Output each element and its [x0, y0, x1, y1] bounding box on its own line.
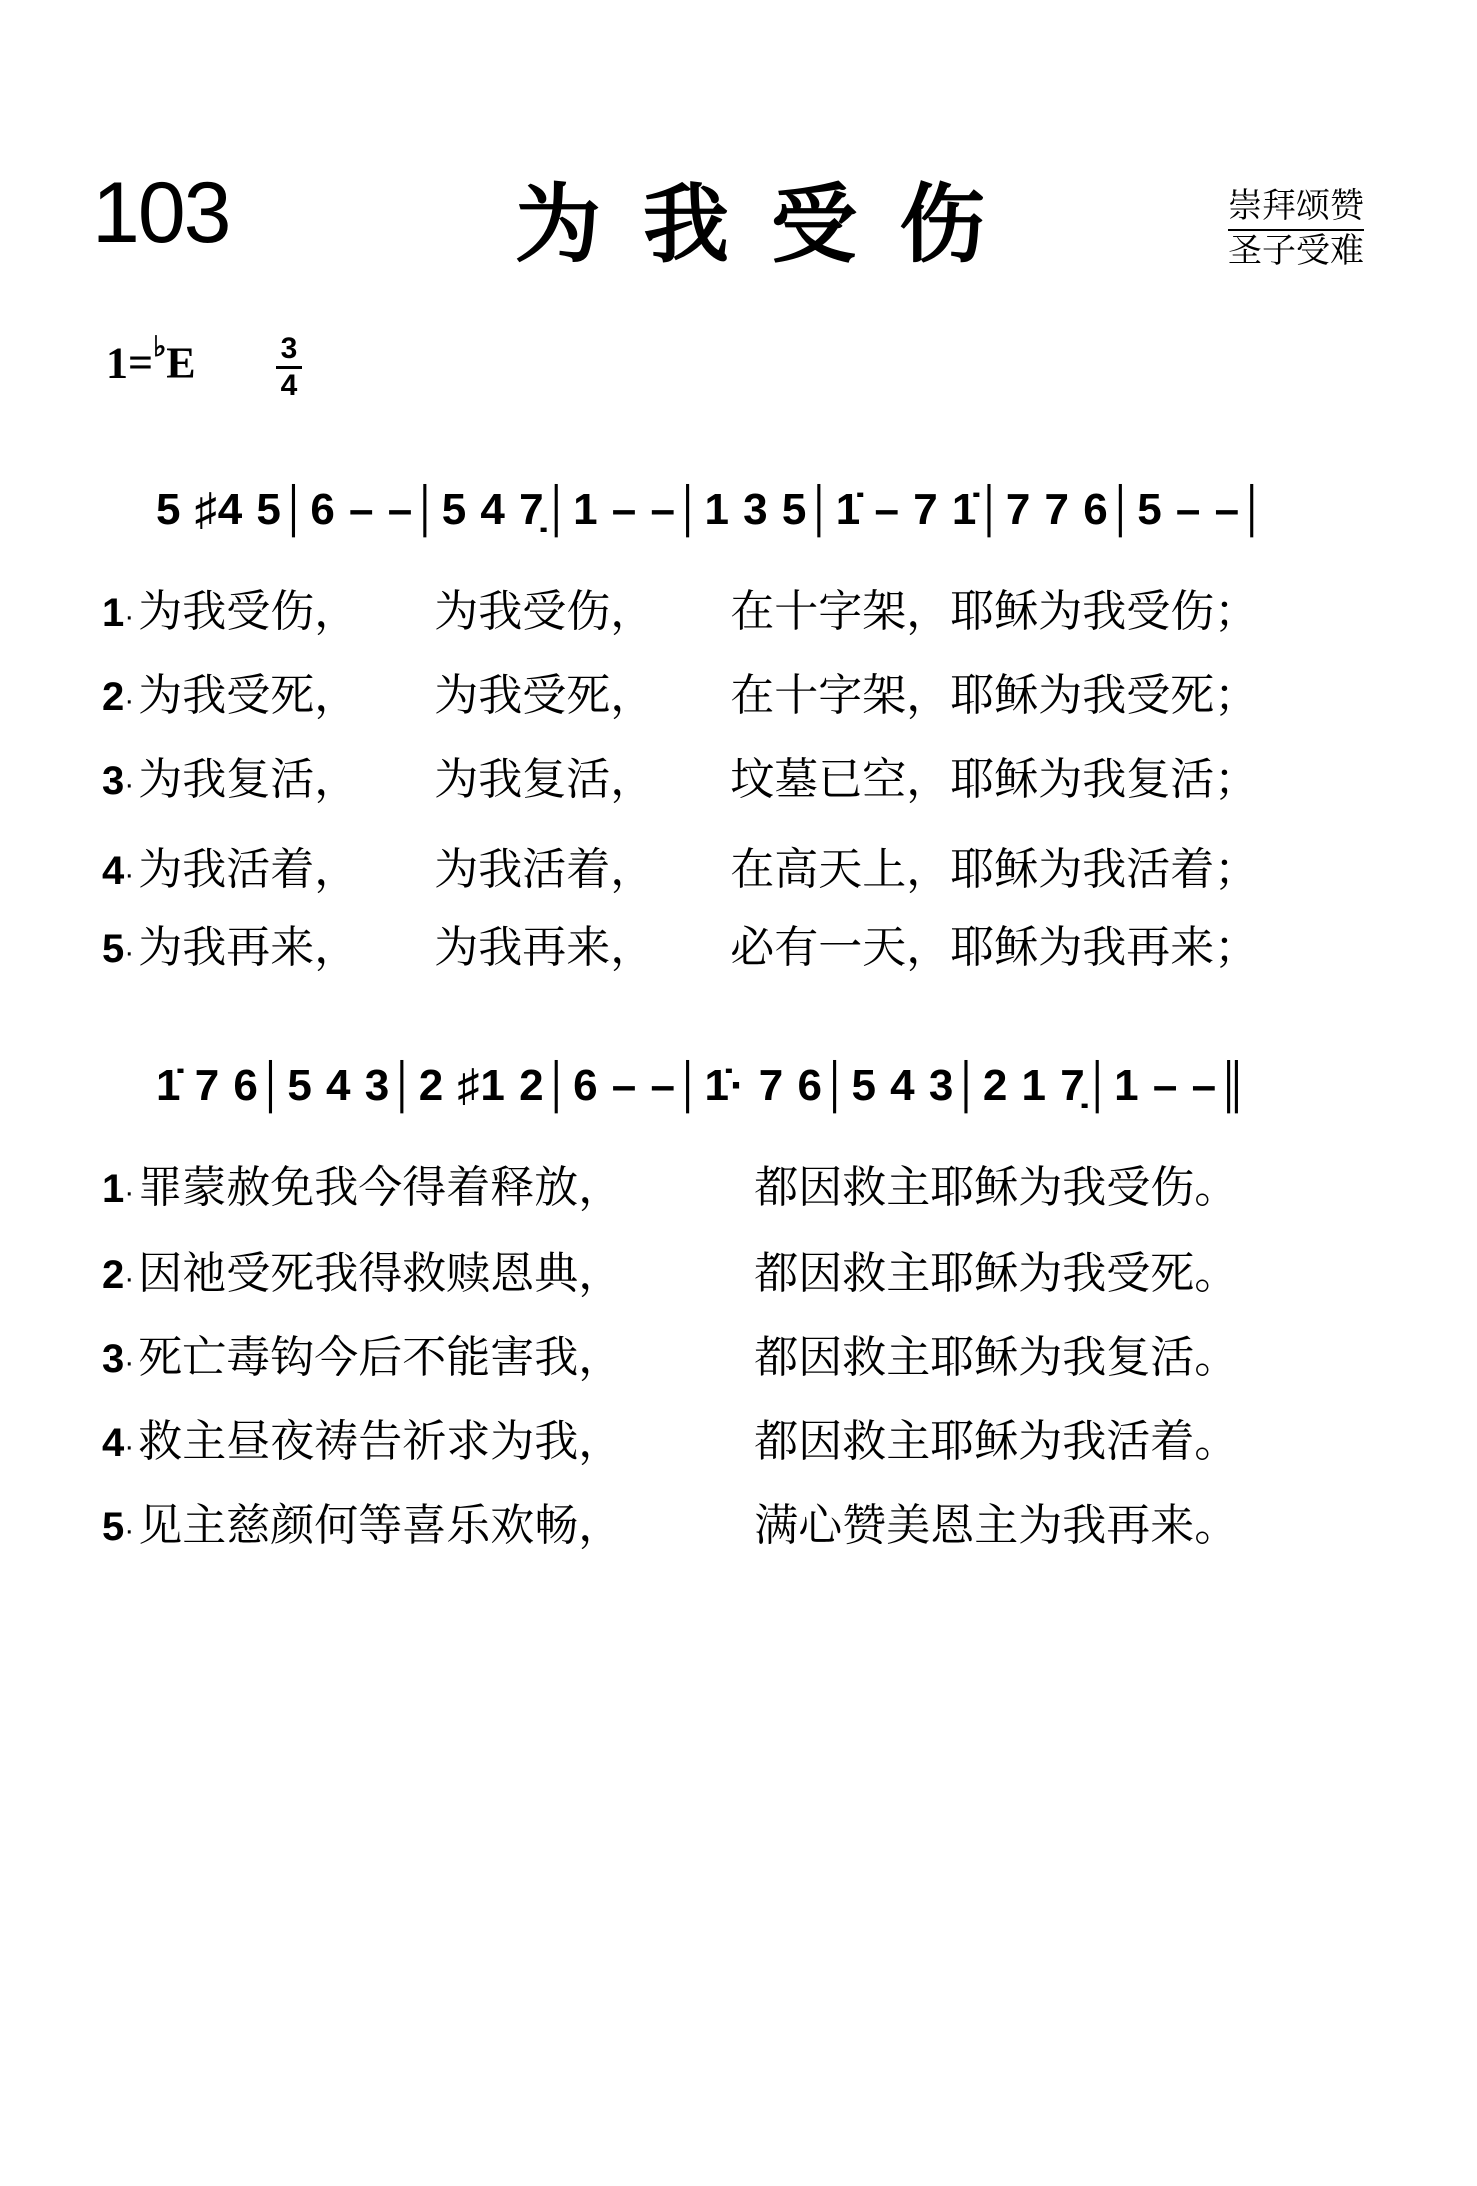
verse-number: 3: [102, 759, 125, 803]
lyric-segment: 为我再来，: [138, 922, 359, 973]
lyric-line: [102, 1248, 1239, 1299]
lyric-line: [102, 1162, 1239, 1213]
verse-number: 2: [102, 675, 125, 719]
lyric-segment: 坟墓已空，耶稣为我复活；: [730, 754, 1259, 805]
lyric-segment: 为我复活，: [138, 754, 359, 805]
lyric-segment: 死亡毒钩今后不能害我，: [138, 1332, 623, 1383]
lyric-segment: 救主昼夜祷告祈求为我，: [138, 1416, 623, 1467]
lyric-segment: 必有一天，耶稣为我再来；: [730, 922, 1259, 973]
lyric-segment: 为我活着，: [434, 844, 655, 895]
verse-number: 2: [102, 1253, 125, 1297]
verse-dot: ·: [124, 1176, 135, 1209]
lyric-line: [102, 586, 1259, 637]
verse-dot: ·: [124, 768, 135, 801]
lyric-line: [102, 754, 1259, 805]
verse-number: 5: [102, 927, 125, 971]
key-prefix: 1=: [106, 338, 154, 388]
subcategory-label: 圣子受难: [1228, 230, 1364, 271]
lyric-line: [102, 844, 1259, 895]
verse-dot: ·: [124, 1346, 135, 1379]
lyric-segment: 因祂受死我得救赎恩典，: [138, 1248, 623, 1299]
lyric-line: [102, 1500, 1239, 1551]
verse-number: 3: [102, 1337, 125, 1381]
key-signature: [106, 332, 196, 388]
lyric-segment: 为我受死，: [434, 670, 655, 721]
lyric-line: [102, 1332, 1239, 1383]
verse-number: 4: [102, 1421, 125, 1465]
lyric-segment: 为我受伤，: [138, 586, 359, 637]
verse-dot: ·: [124, 936, 135, 969]
verse-dot: ·: [124, 858, 135, 891]
lyric-segment: 都因救主耶稣为我受死。: [754, 1248, 1239, 1299]
time-top: 3: [280, 332, 298, 365]
lyric-segment: 罪蒙赦免我今得着释放，: [138, 1162, 623, 1213]
key-letter: E: [166, 338, 196, 388]
lyric-segment: 为我复活，: [434, 754, 655, 805]
lyric-segment: 在高天上，耶稣为我活着；: [730, 844, 1259, 895]
verse-number: 4: [102, 849, 125, 893]
lyric-line: [102, 1416, 1239, 1467]
lyric-segment: 都因救主耶稣为我受伤。: [754, 1162, 1239, 1213]
hymn-category: [1228, 186, 1364, 272]
flat-symbol: ♭: [153, 332, 167, 363]
notation-line-2: 1̇ 7 6│5 4 3│2 ♯1 2│6 – –│1̇· 7 6│5 4 3│2 1 7̣│1 – –║: [156, 1061, 1250, 1110]
lyric-segment: 都因救主耶稣为我复活。: [754, 1332, 1239, 1383]
verse-number: 1: [102, 591, 125, 635]
verse-dot: ·: [124, 1514, 135, 1547]
lyric-segment: 见主慈颜何等喜乐欢畅，: [138, 1500, 623, 1551]
lyric-segment: 在十字架，耶稣为我受死；: [730, 670, 1259, 721]
verse-number: 5: [102, 1505, 125, 1549]
time-signature: [276, 334, 302, 401]
verse-dot: ·: [124, 684, 135, 717]
hymn-number: 103: [92, 165, 230, 261]
lyric-segment: 为我受死，: [138, 670, 359, 721]
lyric-segment: 为我受伤，: [434, 586, 655, 637]
verse-dot: ·: [124, 1430, 135, 1463]
lyric-line: [102, 670, 1259, 721]
notation-line-1: 5 ♯4 5│6 – –│5 4 7̣│1 – –│1 3 5│1̇ – 7 1̇│7 7 6│5 – –│: [156, 485, 1269, 534]
lyric-segment: 为我活着，: [138, 844, 359, 895]
verse-dot: ·: [124, 600, 135, 633]
lyric-segment: 都因救主耶稣为我活着。: [754, 1416, 1239, 1467]
lyric-segment: 在十字架，耶稣为我受伤；: [730, 586, 1259, 637]
lyric-segment: 为我再来，: [434, 922, 655, 973]
verse-number: 1: [102, 1167, 125, 1211]
hymn-title: 为我受伤: [515, 175, 1027, 275]
category-label: 崇拜颂赞: [1228, 186, 1364, 231]
time-bottom: 4: [280, 369, 298, 402]
lyric-segment: 满心赞美恩主为我再来。: [754, 1500, 1239, 1551]
lyric-line: [102, 922, 1259, 973]
verse-dot: ·: [124, 1262, 135, 1295]
